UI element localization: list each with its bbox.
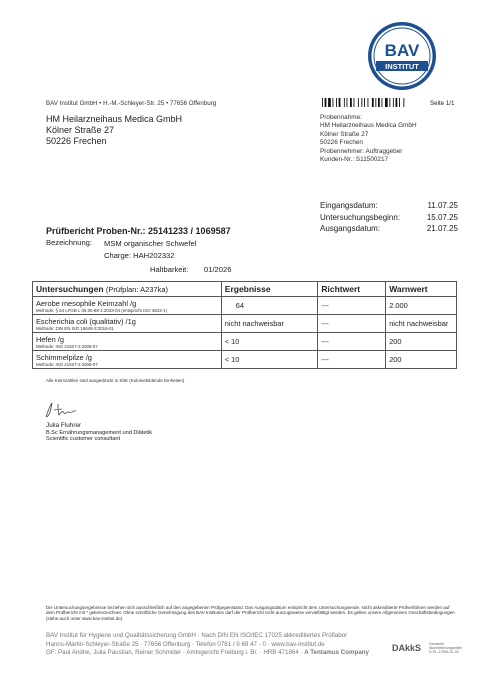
- date-value: 15.07.25: [426, 212, 458, 222]
- charge-number: Charge: HAH202332: [104, 251, 175, 260]
- results-table: [32, 281, 457, 369]
- table-footnote: Alle Keimzahlen sind ausgedrückt in KbE (Koloniebildende Einheiten): [46, 378, 185, 383]
- date-label: Untersuchungsbeginn:: [320, 212, 401, 222]
- test-cell: [33, 297, 222, 315]
- recipient-address: [46, 114, 182, 147]
- sample-info: [320, 114, 417, 156]
- result-cell: nicht nachweisbar: [221, 315, 318, 333]
- test-name: Aerobe mesophile Keimzahl /g: [36, 298, 137, 308]
- test-name: Schimmelpilze /g: [36, 352, 92, 362]
- dakks-line-1: Deutsche: [429, 642, 445, 646]
- test-method: Methode: DIN EN ISO 16649-3:2016-01: [36, 325, 114, 331]
- recipient-street: Kölner Straße 27: [46, 125, 115, 135]
- bav-institut-logo: [366, 20, 438, 92]
- result-cell: < 10: [221, 351, 318, 369]
- test-method: Methode: § 64 LFGB L 06.00-88-1:2023-04 (entspricht ISO 4833-1): [36, 307, 167, 313]
- logo-text-institut: INSTITUT: [385, 62, 419, 71]
- date-row-received: [320, 200, 458, 212]
- signature-block: [46, 423, 152, 443]
- date-row-start: [320, 212, 458, 224]
- table-header-row: [33, 282, 457, 297]
- table-row: [33, 297, 457, 315]
- designation-label: Bezeichnung:: [46, 238, 93, 247]
- product-name: MSM organischer Schwefel: [104, 239, 197, 248]
- designation-value: [104, 238, 196, 262]
- date-value: 11.07.25: [427, 201, 458, 210]
- recipient-city: 50226 Frechen: [46, 136, 107, 146]
- logo-text-bav: BAV: [384, 41, 420, 60]
- result-cell: 64: [221, 297, 318, 315]
- company-footer: [46, 632, 384, 658]
- sample-street: Kölner Straße 27: [320, 130, 369, 138]
- table-row: [33, 315, 457, 333]
- disclaimer-text: Die Untersuchungsergebnisse beziehen sich ausschließlich auf den angegebenen Prüfgegenstand. Das Ausgangsdatum entspricht dem Untersuchungsende. Nicht akkreditierte Prüfverfahren werden auf dem Prüfbericht mit * gekennzeichnet. Ohne schriftliche Genehmigung des BAV Institutes darf der Prüfbericht nicht auszugsweise vervielfältigt werden. Es gelten unsere Allgemeinen Geschäftsbedingungen (siehe auch unter www.bav-institut.de).: [46, 605, 455, 621]
- sample-city: 50226 Frechen: [320, 139, 363, 147]
- warn-cell: 200: [386, 351, 457, 369]
- footer-company: A Tentamus Company: [304, 649, 369, 657]
- test-name: Hefen /g: [36, 334, 64, 344]
- warn-cell: nicht nachweisbar: [386, 315, 457, 333]
- warn-cell: 2.000: [386, 297, 457, 315]
- barcode: [322, 98, 418, 107]
- shelf-life-value: 01/2026: [204, 265, 232, 274]
- header-test-label: Untersuchungen: [36, 284, 104, 294]
- warn-cell: 200: [386, 333, 457, 351]
- shelf-life-label: Haltbarkeit:: [150, 265, 189, 274]
- footer-line-3: [46, 649, 384, 658]
- dakks-line-3: D-PL-17956-01-00: [429, 650, 459, 655]
- dakks-line-2: Akkreditierungsstelle: [429, 646, 463, 651]
- test-cell: [33, 333, 222, 351]
- test-method: Methode: ISO 21527-2:2008-07: [36, 343, 98, 349]
- dakks-accreditation-mark: [392, 640, 466, 660]
- dates-block: [320, 200, 458, 235]
- page-number: Seite 1/1: [430, 100, 455, 107]
- sender-line: BAV Institut GmbH • H.-M.-Schleyer-Str. 25 • 77656 Offenburg: [46, 100, 217, 107]
- handwritten-signature: [40, 401, 90, 419]
- footer-line-1: BAV Institut für Hygiene und Qualitätssicherung GmbH · Nach DIN EN ISO/IEC 17025 akkreditiertes Prüflabor: [46, 632, 348, 639]
- test-name: Escherichia coli (qualitativ) /1g: [36, 316, 136, 326]
- date-row-issued: [320, 223, 458, 235]
- date-value: 21.07.25: [426, 224, 458, 233]
- header-guide: Richtwert: [318, 282, 386, 297]
- date-label: Ausgangsdatum:: [320, 224, 381, 233]
- guide-cell: ---: [318, 297, 386, 315]
- header-result: Ergebnisse: [221, 282, 318, 297]
- test-cell: [33, 351, 222, 369]
- table-row: [33, 351, 457, 369]
- result-cell: < 10: [221, 333, 318, 351]
- guide-cell: ---: [318, 351, 386, 369]
- guide-cell: ---: [318, 315, 386, 333]
- client-number: Kunden-Nr.: S11500217: [320, 156, 389, 163]
- test-method: Methode: ISO 21527-2:2008-07: [36, 361, 98, 367]
- signatory-role: B.Sc Ernährungsmanagement und Diätetik: [46, 429, 153, 436]
- sample-label: Probennahme:: [320, 114, 362, 121]
- test-cell: [33, 315, 222, 333]
- recipient-name: HM Heilarzneihaus Medica GmbH: [46, 114, 183, 124]
- table-row: [33, 333, 457, 351]
- header-test: [33, 282, 222, 297]
- footer-line-2: Hanns-Martin-Schleyer-Straße 25 · 77656 Offenburg · Telefon 0781 / 9 69 47 - 0 · www.bav-institut.de: [46, 640, 325, 648]
- date-label: Eingangsdatum:: [320, 201, 378, 210]
- dakks-logo: DAkkS: [392, 643, 422, 653]
- sample-taker: Probennehmer: Auftraggeber: [320, 147, 403, 155]
- footer-management: GF: Paul Andrei, Julia Paustian, Reiner Schmider · Amtsgericht Freiburg i. Br. · HRB 471864 ·: [46, 649, 303, 657]
- report-title: Prüfbericht Proben-Nr.: 25141233 / 1069587: [46, 226, 231, 236]
- header-test-plan: (Prüfplan: A237ka): [105, 285, 169, 294]
- signatory-name: Julia Fluhrer: [46, 422, 82, 429]
- dakks-text: [429, 642, 462, 655]
- signatory-title: Scientific customer consultant: [46, 436, 120, 443]
- guide-cell: ---: [318, 333, 386, 351]
- sample-name: HM Heilarzneihaus Medica GmbH: [320, 122, 417, 130]
- header-warn: Warnwert: [386, 282, 457, 297]
